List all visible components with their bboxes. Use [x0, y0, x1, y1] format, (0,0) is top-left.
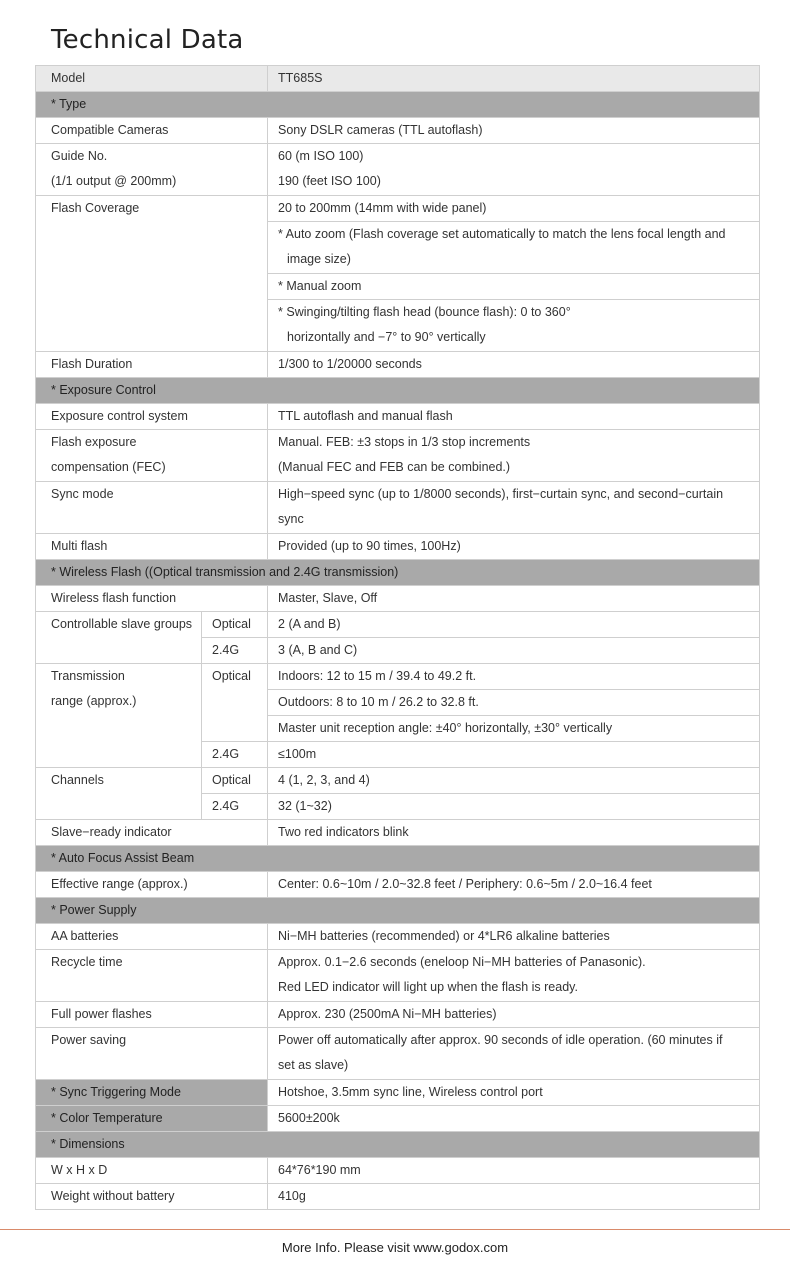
table-row [36, 404, 760, 430]
row-value: Hotshoe, 3.5mm sync line, Wireless control port [268, 1080, 760, 1106]
table-row [36, 144, 760, 196]
row-label: Flash Coverage [36, 196, 268, 352]
row-value: TTL autoflash and manual flash [268, 404, 760, 430]
row-label [36, 664, 202, 768]
section-color: * Color Temperature [36, 1106, 268, 1132]
table-row [36, 1080, 760, 1106]
value-line: Power off automatically after approx. 90 seconds of idle operation. (60 minutes if [278, 1033, 723, 1047]
row-label: Exposure control system [36, 404, 268, 430]
section-wireless: * Wireless Flash ((Optical transmission and 2.4G transmission) [36, 560, 760, 586]
footer-text: More Info. Please visit www.godox.com [281, 1240, 509, 1255]
row-value: Ni−MH batteries (recommended) or 4*LR6 alkaline batteries [268, 924, 760, 950]
table-row [36, 352, 760, 378]
label-line: (1/1 output @ 200mm) [51, 174, 177, 188]
row-value: Indoors: 12 to 15 m / 39.4 to 49.2 ft. [268, 664, 760, 690]
row-value: 32 (1~32) [268, 794, 760, 820]
table-row [36, 872, 760, 898]
row-value: 1/300 to 1/20000 seconds [268, 352, 760, 378]
row-label: Compatible Cameras [36, 118, 268, 144]
section-af: * Auto Focus Assist Beam [36, 846, 760, 872]
header-label: Model [36, 66, 268, 92]
table-row [36, 820, 760, 846]
row-value: 2 (A and B) [268, 612, 760, 638]
sub-label: 2.4G [202, 638, 268, 664]
row-label: Weight without battery [36, 1184, 268, 1210]
sub-label: 2.4G [202, 742, 268, 768]
value-line: High−speed sync (up to 1/8000 seconds), first−curtain sync, and second−curtain [278, 487, 724, 501]
row-value: Master unit reception angle: ±40° horizontally, ±30° vertically [268, 716, 760, 742]
table-row [36, 1184, 760, 1210]
value-line: horizontally and −7° to 90° vertically [287, 330, 486, 344]
header-value: TT685S [268, 66, 760, 92]
row-value: Approx. 230 (2500mA Ni−MH batteries) [268, 1002, 760, 1028]
value-line: Red LED indicator will light up when the flash is ready. [278, 980, 578, 994]
row-label: Sync mode [36, 482, 268, 534]
row-value: 3 (A, B and C) [268, 638, 760, 664]
row-value: Sony DSLR cameras (TTL autoflash) [268, 118, 760, 144]
row-label: Flash Duration [36, 352, 268, 378]
label-line: Flash exposure [51, 435, 137, 449]
table-row [36, 118, 760, 144]
row-value: Center: 0.6~10m / 2.0~32.8 feet / Periphery: 0.6~5m / 2.0~16.4 feet [268, 872, 760, 898]
table-row [36, 586, 760, 612]
row-value: 410g [268, 1184, 760, 1210]
value-line: image size) [287, 252, 351, 266]
sub-label: Optical [202, 612, 268, 638]
sub-label: Optical [202, 768, 268, 794]
table-row [36, 768, 760, 794]
table-row [36, 612, 760, 638]
row-value [268, 222, 760, 274]
row-value: ≤100m [268, 742, 760, 768]
section-exposure: * Exposure Control [36, 378, 760, 404]
row-label: W x H x D [36, 1158, 268, 1184]
table-row [36, 534, 760, 560]
table-row [36, 196, 760, 222]
row-value [268, 1028, 760, 1080]
row-value: Master, Slave, Off [268, 586, 760, 612]
table-row [36, 950, 760, 1002]
label-line: Guide No. [51, 149, 108, 163]
table-row [36, 924, 760, 950]
table-row [36, 1158, 760, 1184]
table-header-row [36, 66, 760, 92]
section-row [36, 560, 760, 586]
section-row [36, 846, 760, 872]
sub-label: Optical [202, 664, 268, 742]
section-row [36, 378, 760, 404]
table-row [36, 430, 760, 482]
row-label: Channels [36, 768, 202, 820]
table-row [36, 1028, 760, 1080]
row-value [268, 482, 760, 534]
page-title: Technical Data [51, 25, 244, 55]
row-label: Wireless flash function [36, 586, 268, 612]
label-line: compensation (FEC) [51, 460, 166, 474]
row-value: 20 to 200mm (14mm with wide panel) [268, 196, 760, 222]
value-line: (Manual FEC and FEB can be combined.) [278, 460, 511, 474]
row-label [36, 430, 268, 482]
row-value: Outdoors: 8 to 10 m / 26.2 to 32.8 ft. [268, 690, 760, 716]
section-power: * Power Supply [36, 898, 760, 924]
row-value [268, 430, 760, 482]
row-label: Multi flash [36, 534, 268, 560]
row-label: Slave−ready indicator [36, 820, 268, 846]
section-row [36, 898, 760, 924]
row-label: Controllable slave groups [36, 612, 202, 664]
row-value: 5600±200k [268, 1106, 760, 1132]
row-value: 64*76*190 mm [268, 1158, 760, 1184]
value-line: set as slave) [278, 1058, 349, 1072]
section-dimensions: * Dimensions [36, 1132, 760, 1158]
technical-data-table [35, 65, 760, 1210]
sub-label: 2.4G [202, 794, 268, 820]
row-value [268, 950, 760, 1002]
value-line: Manual. FEB: ±3 stops in 1/3 stop increments [278, 435, 531, 449]
section-row [36, 92, 760, 118]
label-line: Transmission [51, 669, 125, 683]
row-value: 4 (1, 2, 3, and 4) [268, 768, 760, 794]
row-label: Full power flashes [36, 1002, 268, 1028]
row-label: AA batteries [36, 924, 268, 950]
value-line: * Swinging/tilting flash head (bounce flash): 0 to 360° [278, 305, 571, 319]
table-row [36, 1106, 760, 1132]
table-row [36, 664, 760, 690]
section-sync: * Sync Triggering Mode [36, 1080, 268, 1106]
value-line: 190 (feet ISO 100) [278, 174, 381, 188]
value-line: Approx. 0.1−2.6 seconds (eneloop Ni−MH batteries of Panasonic). [278, 955, 646, 969]
label-line: range (approx.) [51, 694, 137, 708]
row-value: Provided (up to 90 times, 100Hz) [268, 534, 760, 560]
row-value [268, 300, 760, 352]
value-line: 60 (m ISO 100) [278, 149, 364, 163]
value-line: sync [278, 512, 304, 526]
row-value: * Manual zoom [268, 274, 760, 300]
row-label: Effective range (approx.) [36, 872, 268, 898]
row-label [36, 144, 268, 196]
table-row [36, 1002, 760, 1028]
section-type: * Type [36, 92, 760, 118]
value-line: * Auto zoom (Flash coverage set automatically to match the lens focal length and [278, 227, 726, 241]
table-row [36, 482, 760, 534]
row-label: Recycle time [36, 950, 268, 1002]
section-row [36, 1132, 760, 1158]
row-label: Power saving [36, 1028, 268, 1080]
footer-divider [0, 1229, 790, 1230]
row-value [268, 144, 760, 196]
row-value: Two red indicators blink [268, 820, 760, 846]
